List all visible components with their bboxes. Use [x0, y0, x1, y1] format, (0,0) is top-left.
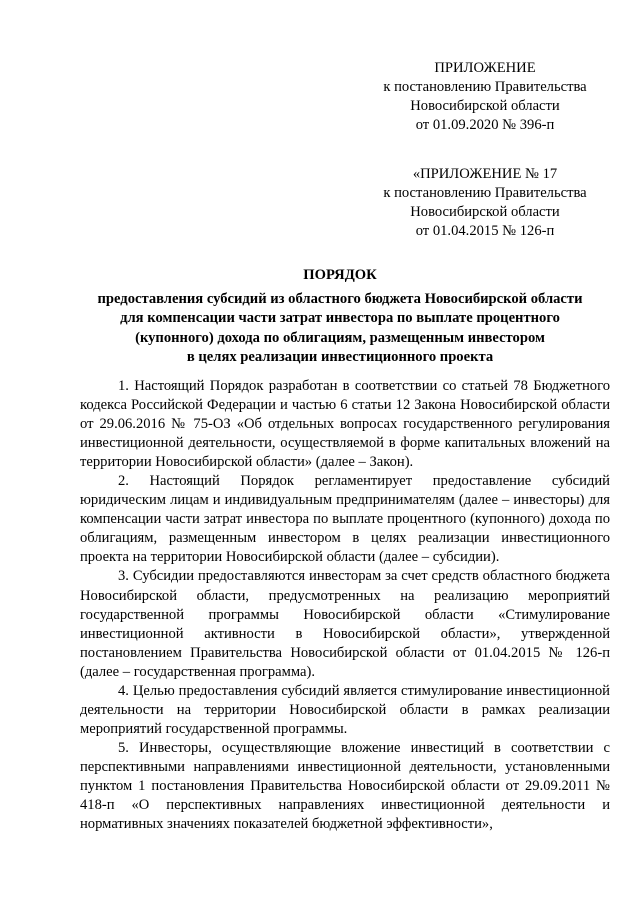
- paragraph-1: 1. Настоящий Порядок разработан в соответствии со статьей 78 Бюджетного кодекса Российской Федерации и частью 6 статьи 12 Закона Новосибирской области от 29.06.2016 № 75-ОЗ «Об отдельных вопросах государственного регулирования инвестиционной деятельности, осуществляемой в форме капитальных вложений на территории Новосибирской области» (далее – Закон).: [80, 378, 610, 471]
- document-subtitle-line: (купонного) дохода по облигациям, размещенным инвестором: [135, 329, 545, 346]
- appendix-header-2-line: от 01.04.2015 № 126-п: [415, 223, 555, 239]
- document-title-main: ПОРЯДОК: [303, 267, 377, 283]
- paragraph-4: 4. Целью предоставления субсидий является стимулирование инвестиционной деятельности на территории Новосибирской области в рамках реализации мероприятий государственной программы.: [80, 682, 610, 737]
- appendix-header-1-line: ПРИЛОЖЕНИЕ: [434, 60, 536, 76]
- document-body: [80, 377, 610, 834]
- appendix-header-1: [370, 59, 600, 135]
- document-subtitle-line: в целях реализации инвестиционного проекта: [186, 348, 494, 365]
- document-subtitle-line: для компенсации части затрат инвестора по выплате процентного: [120, 310, 560, 327]
- appendix-header-2-line: Новосибирской области: [410, 204, 560, 220]
- appendix-header-1-line: к постановлению Правительства: [383, 79, 587, 95]
- paragraph-5: 5. Инвесторы, осуществляющие вложение инвестиций в соответствии с перспективными направлениями инвестиционной деятельности, установленными пунктом 1 постановления Правительства Новосибирской области от 29.09.2011 № 418-п «О перспективных направлениях инвестиционной деятельности и нормативных значениях показателей бюджетной эффективности»,: [80, 739, 610, 833]
- paragraph-2: 2. Настоящий Порядок регламентирует предоставление субсидий юридическим лицам и индивидуальным предпринимателям (далее – инвесторы) для компенсации части затрат инвестора по выплате процентного (купонного) дохода по облигациям, размещенным инвестором в целях реализации инвестиционного проекта на территории Новосибирской области (далее – субсидии).: [80, 473, 610, 566]
- document-title: [80, 266, 600, 367]
- appendix-header-2-line: «ПРИЛОЖЕНИЕ № 17: [412, 166, 558, 182]
- document-subtitle-line: предоставления субсидий из областного бюджета Новосибирской области: [97, 291, 583, 308]
- appendix-header-1-line: от 01.09.2020 № 396-п: [415, 117, 555, 133]
- appendix-header-2-line: к постановлению Правительства: [383, 185, 587, 201]
- appendix-header-2: [370, 165, 600, 241]
- paragraph-3: 3. Субсидии предоставляются инвесторам за счет средств областного бюджета Новосибирской области, предусмотренных на реализацию мероприятий государственной программы Новосибирской области «Стимулирование инвестиционной активности в Новосибирской области», утвержденной постановлением Правительства Новосибирской области от 01.04.2015 № 126-п (далее – государственная программа).: [80, 568, 610, 680]
- appendix-header-1-line: Новосибирской области: [410, 98, 560, 114]
